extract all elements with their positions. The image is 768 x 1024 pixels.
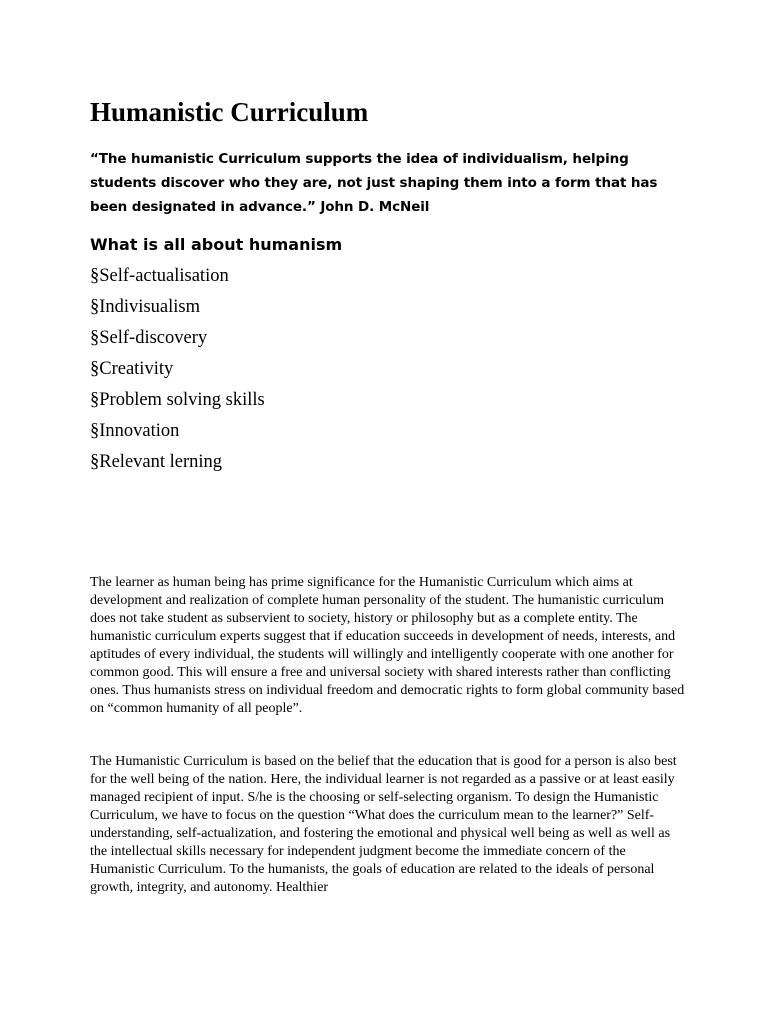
humanism-bullet-list: [90, 261, 680, 478]
quote-author: John D. McNeil: [320, 199, 430, 215]
list-item: §Self-actualisation: [90, 266, 229, 286]
list-item: §Creativity: [90, 359, 174, 379]
document-header-section: [90, 90, 680, 478]
quote-text: “The humanistic Curriculum supports the idea of individualism, helping students discover who they are, not just shaping them into a form that has been designated in advance.”: [90, 151, 658, 215]
body-paragraph-1: The learner as human being has prime significance for the Humanistic Curriculum which aims at development and realization of complete human personality of the student. The humanistic curriculum does not take student as subservient to society, history or philosophy but as a complete entity. The humanistic curriculum experts suggest that if education succeeds in development of needs, interests, and aptitudes of every individual, the students will willingly and intelligently cooperate with one another for common good. This will ensure a free and universal society with shared interests rather than conflicting ones. Thus humanists stress on individual freedom and democratic rights to form global community based on “common humanity of all people”.: [90, 575, 685, 716]
list-item: §Indivisualism: [90, 297, 200, 317]
list-item: §Self-discovery: [90, 328, 208, 348]
list-item: §Relevant lerning: [90, 452, 223, 472]
section-heading: What is all about humanism: [90, 235, 343, 254]
list-item: §Problem solving skills: [90, 390, 265, 410]
epigraph-quote: [90, 147, 680, 219]
page-title: Humanistic Curriculum: [90, 97, 369, 127]
list-item: §Innovation: [90, 421, 180, 441]
body-paragraph-2: The Humanistic Curriculum is based on the belief that the education that is good for a person is also best for the well being of the nation. Here, the individual learner is not regarded as a passive or at least easily managed recipient of input. S/he is the choosing or self-selecting organism. To design the Humanistic Curriculum, we have to focus on the question “What does the curriculum mean to the learner?” Self-understanding, self-actualization, and fostering the emotional and physical well being as well as well as the intellectual skills necessary for independent judgment become the immediate concern of the Humanistic Curriculum. To the humanists, the goals of education are related to the ideals of personal growth, integrity, and autonomy. Healthier: [90, 754, 677, 895]
